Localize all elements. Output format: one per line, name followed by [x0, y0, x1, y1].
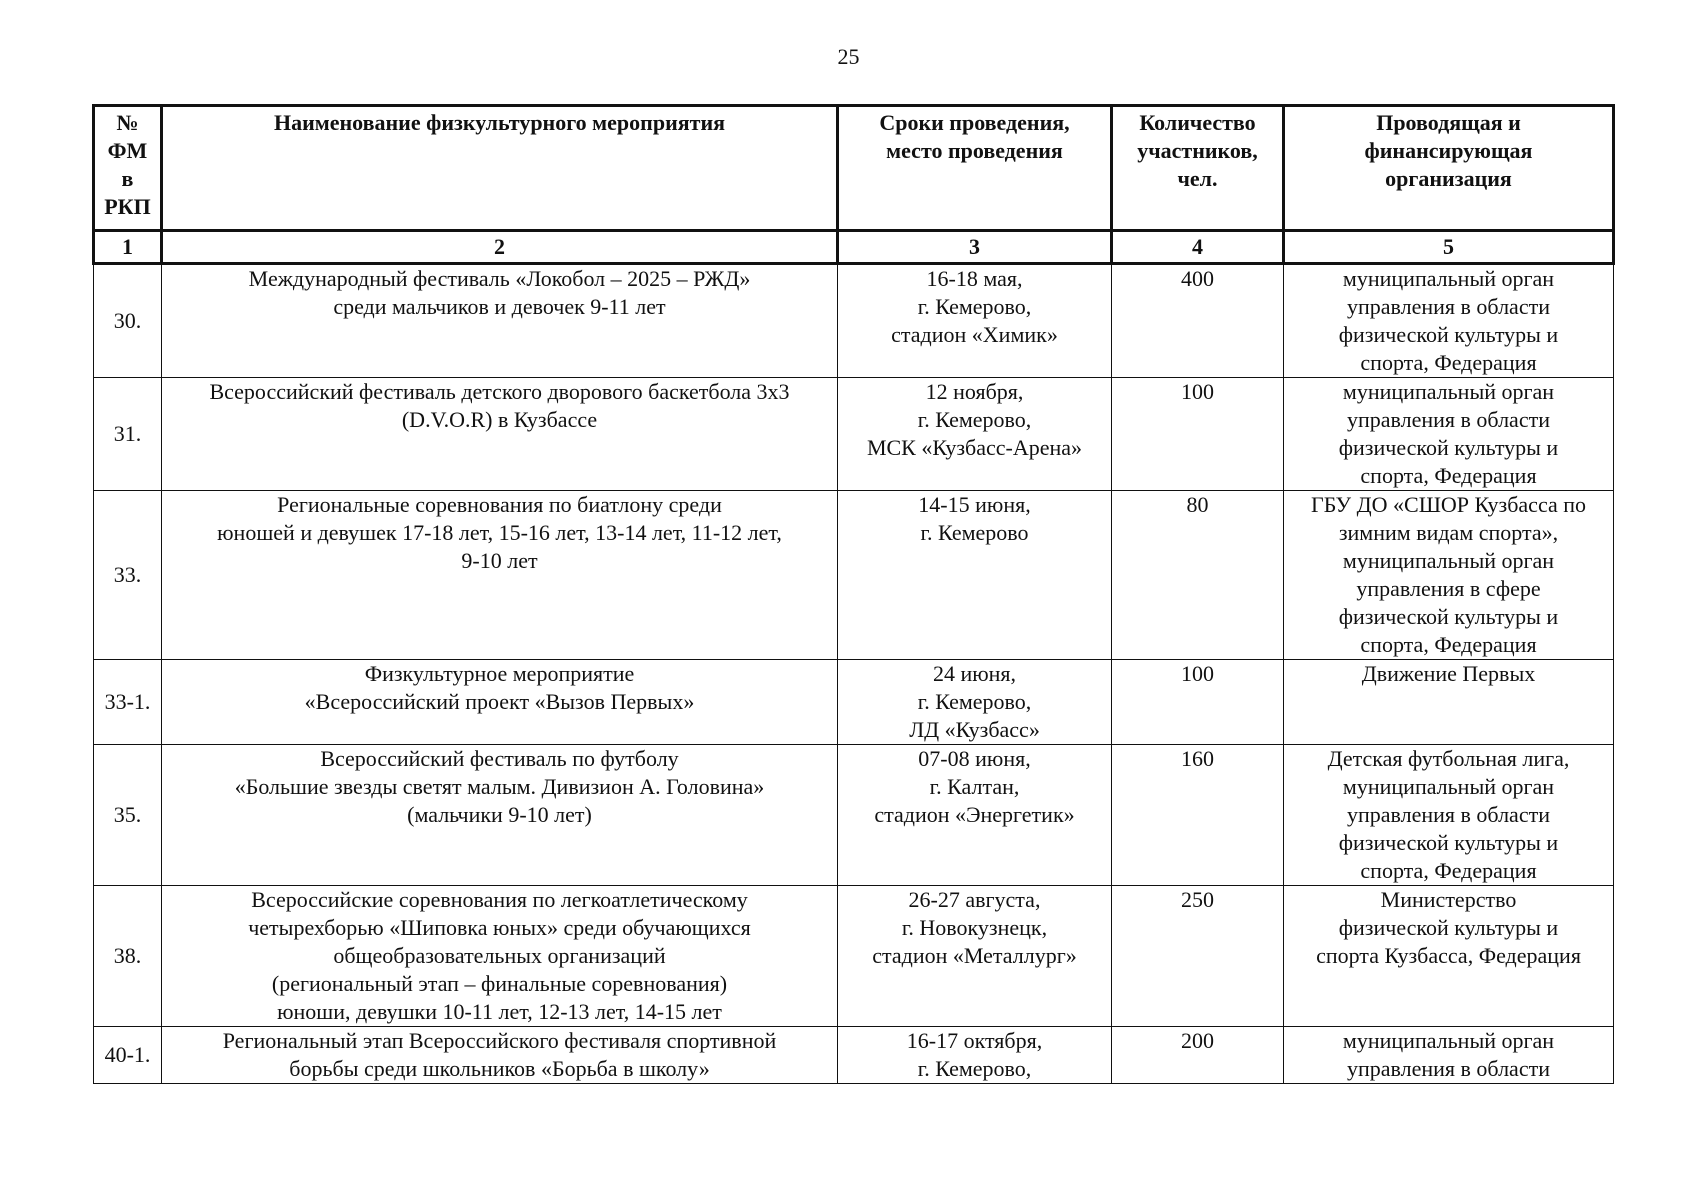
column-number: 1 — [94, 231, 162, 264]
cell-line: физической культуры и — [1338, 435, 1559, 460]
cell-line: 16-18 мая, — [926, 266, 1023, 291]
cell-line: 9-10 лет — [461, 548, 538, 573]
dates-place-cell — [838, 745, 1112, 886]
column-number: 2 — [162, 231, 838, 264]
cell-line: «Всероссийский проект «Вызов Первых» — [304, 689, 695, 714]
cell-line: Всероссийский фестиваль по футболу — [320, 746, 679, 771]
table-row — [94, 1027, 1614, 1084]
participants-cell: 100 — [1112, 660, 1284, 745]
cell-line: борьбы среди школьников «Борьба в школу» — [289, 1056, 710, 1081]
row-number-cell: 33-1. — [94, 660, 162, 745]
table-row — [94, 660, 1614, 745]
column-header-dates-place: Сроки проведения, место проведения — [838, 106, 1112, 231]
dates-place-cell — [838, 660, 1112, 745]
cell-line: 12 ноября, — [925, 379, 1024, 404]
cell-line: (мальчики 9-10 лет) — [407, 802, 592, 827]
cell-line: (D.V.O.R) в Кузбассе — [401, 407, 598, 432]
cell-line: управления в области — [1347, 802, 1550, 827]
cell-line: Региональный этап Всероссийского фестиваля спортивной — [222, 1028, 777, 1053]
dates-place-cell — [838, 264, 1112, 378]
cell-line: управления в области — [1347, 294, 1550, 319]
cell-line: стадион «Энергетик» — [874, 802, 1075, 827]
column-number: 5 — [1284, 231, 1614, 264]
event-name-cell — [162, 1027, 838, 1084]
cell-line: г. Кемерово, — [917, 689, 1032, 714]
participants-cell: 200 — [1112, 1027, 1284, 1084]
cell-line: МСК «Кузбасс-Арена» — [866, 435, 1083, 460]
cell-line: г. Кемерово, — [917, 1056, 1032, 1081]
cell-line: г. Кемерово, — [917, 294, 1032, 319]
organization-cell — [1284, 491, 1614, 660]
table-row — [94, 264, 1614, 378]
cell-line: 07-08 июня, — [918, 746, 1031, 771]
cell-line: Министерство — [1380, 887, 1517, 912]
cell-line: Всероссийский фестиваль детского дворового баскетбола 3х3 — [209, 379, 790, 404]
cell-line: физической культуры и — [1338, 915, 1559, 940]
cell-line: юношей и девушек 17-18 лет, 15-16 лет, 13-14 лет, 11-12 лет, — [217, 520, 782, 545]
table-body — [94, 264, 1614, 1084]
cell-line: спорта, Федерация — [1360, 632, 1537, 657]
events-table — [92, 104, 1615, 1084]
event-name-cell — [162, 264, 838, 378]
row-number-cell: 30. — [94, 264, 162, 378]
cell-line: г. Кемерово, — [917, 407, 1032, 432]
cell-line: зимним видам спорта», — [1338, 520, 1559, 545]
cell-line: Движение Первых — [1361, 661, 1536, 686]
table-row — [94, 745, 1614, 886]
cell-line: физической культуры и — [1338, 322, 1559, 347]
row-number-cell: 40-1. — [94, 1027, 162, 1084]
table-row — [94, 491, 1614, 660]
cell-line: Всероссийские соревнования по легкоатлетическому — [251, 887, 748, 912]
cell-line: 16-17 октября, — [906, 1028, 1043, 1053]
participants-cell: 80 — [1112, 491, 1284, 660]
event-name-cell — [162, 491, 838, 660]
column-header-event-name: Наименование физкультурного мероприятия — [162, 106, 838, 231]
participants-cell: 100 — [1112, 378, 1284, 491]
header-row — [94, 106, 1614, 231]
cell-line: ГБУ ДО «СШОР Кузбасса по — [1310, 492, 1587, 517]
cell-line: Международный фестиваль «Локобол – 2025 – РЖД» — [248, 266, 751, 291]
column-header-participants: Количество участников, чел. — [1112, 106, 1284, 231]
cell-line: муниципальный орган — [1342, 266, 1555, 291]
column-header-number: № ФМ в РКП — [94, 106, 162, 231]
cell-line: спорта, Федерация — [1360, 350, 1537, 375]
event-name-cell — [162, 660, 838, 745]
column-number: 3 — [838, 231, 1112, 264]
cell-line: управления в сфере — [1356, 576, 1541, 601]
cell-line: юноши, девушки 10-11 лет, 12-13 лет, 14-15 лет — [277, 999, 722, 1024]
organization-cell — [1284, 378, 1614, 491]
cell-line: муниципальный орган — [1342, 1028, 1555, 1053]
row-number-cell: 31. — [94, 378, 162, 491]
organization-cell — [1284, 1027, 1614, 1084]
participants-cell: 250 — [1112, 886, 1284, 1027]
cell-line: 26-27 августа, — [908, 887, 1041, 912]
cell-line: четырехборью «Шиповка юных» среди обучающихся — [248, 915, 751, 940]
cell-line: управления в области — [1347, 407, 1550, 432]
cell-line: среди мальчиков и девочек 9-11 лет — [333, 294, 666, 319]
cell-line: ЛД «Кузбасс» — [909, 717, 1040, 742]
cell-line: 24 июня, — [932, 661, 1017, 686]
cell-line: общеобразовательных организаций — [333, 943, 666, 968]
participants-cell: 160 — [1112, 745, 1284, 886]
cell-line: г. Калтан, — [929, 774, 1020, 799]
column-number: 4 — [1112, 231, 1284, 264]
cell-line: муниципальный орган — [1342, 379, 1555, 404]
cell-line: Физкультурное мероприятие — [364, 661, 635, 686]
column-number-row — [94, 231, 1614, 264]
cell-line: спорта, Федерация — [1360, 858, 1537, 883]
page-number: 25 — [837, 44, 860, 69]
dates-place-cell — [838, 491, 1112, 660]
column-header-organization: Проводящая и финансирующая организация — [1284, 106, 1614, 231]
participants-cell: 400 — [1112, 264, 1284, 378]
row-number-cell: 35. — [94, 745, 162, 886]
dates-place-cell — [838, 1027, 1112, 1084]
cell-line: спорта, Федерация — [1360, 463, 1537, 488]
cell-line: муниципальный орган — [1342, 548, 1555, 573]
organization-cell — [1284, 886, 1614, 1027]
organization-cell — [1284, 264, 1614, 378]
cell-line: физической культуры и — [1338, 830, 1559, 855]
cell-line: Детская футбольная лига, — [1327, 746, 1570, 771]
cell-line: «Большие звезды светят малым. Дивизион А. Головина» — [234, 774, 765, 799]
dates-place-cell — [838, 886, 1112, 1027]
table-row — [94, 378, 1614, 491]
event-name-cell — [162, 378, 838, 491]
cell-line: г. Кемерово — [920, 520, 1029, 545]
table-row — [94, 886, 1614, 1027]
cell-line: стадион «Химик» — [891, 322, 1058, 347]
event-name-cell — [162, 745, 838, 886]
cell-line: стадион «Металлург» — [872, 943, 1077, 968]
cell-line: (региональный этап – финальные соревнования) — [271, 971, 728, 996]
cell-line: муниципальный орган — [1342, 774, 1555, 799]
organization-cell — [1284, 745, 1614, 886]
cell-line: физической культуры и — [1338, 604, 1559, 629]
organization-cell — [1284, 660, 1614, 745]
cell-line: 14-15 июня, — [918, 492, 1031, 517]
cell-line: г. Новокузнецк, — [901, 915, 1048, 940]
cell-line: управления в области — [1347, 1056, 1550, 1081]
cell-line: Региональные соревнования по биатлону среди — [277, 492, 722, 517]
row-number-cell: 33. — [94, 491, 162, 660]
dates-place-cell — [838, 378, 1112, 491]
event-name-cell — [162, 886, 838, 1027]
row-number-cell: 38. — [94, 886, 162, 1027]
cell-line: спорта Кузбасса, Федерация — [1316, 943, 1581, 968]
